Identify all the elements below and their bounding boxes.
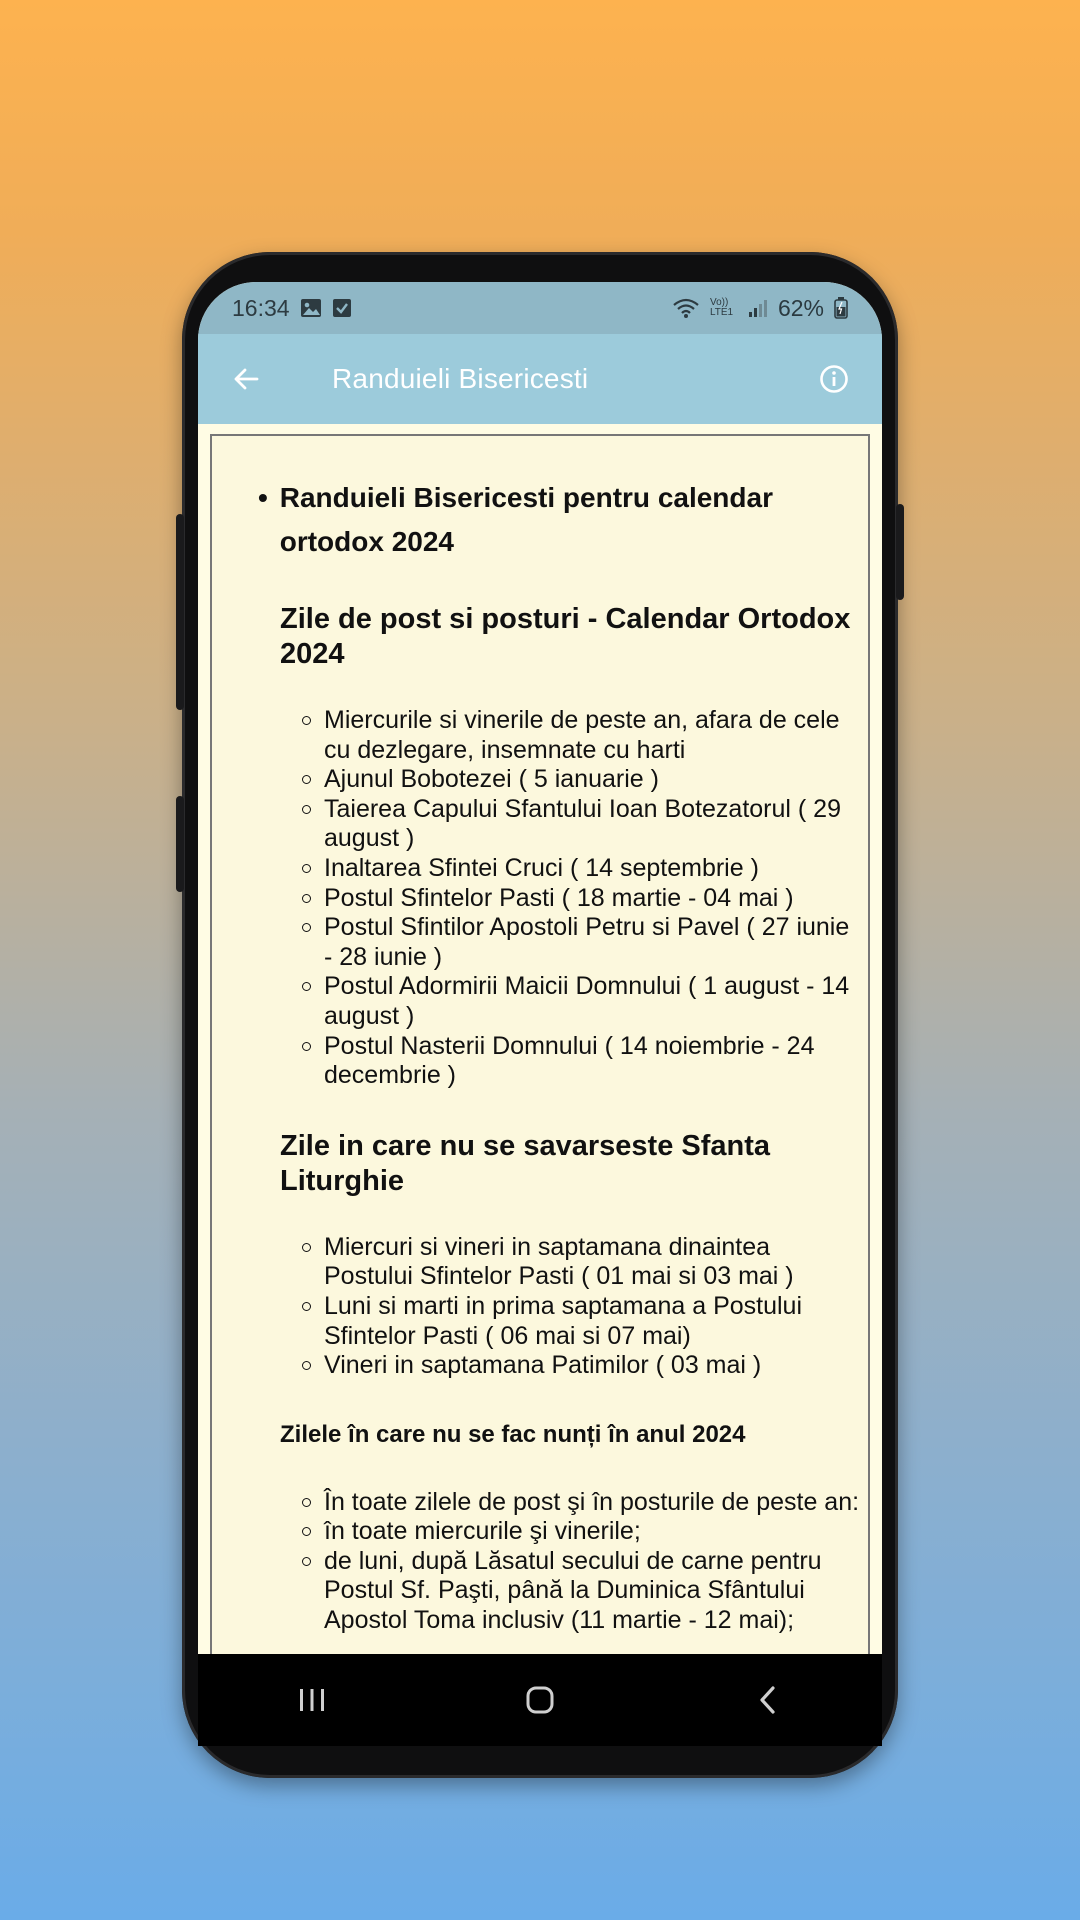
list-item-text: Miercurile si vinerile de peste an, afara de cele cu dezlegare, insemnate cu harti (324, 706, 840, 764)
home-icon[interactable] (510, 1670, 570, 1730)
list-item-text: Postul Adormirii Maicii Domnului ( 1 august - 14 august ) (324, 972, 850, 1030)
volte-icon: Vo)) LTE1 (709, 297, 734, 318)
status-time: 16:34 (232, 294, 290, 321)
list-item-text: În toate zilele de post şi în posturile de peste an: (324, 1487, 860, 1516)
weddings-list (302, 1488, 862, 1636)
status-bar (198, 282, 882, 334)
list-item-text: Taierea Capului Sfantului Ioan Botezatorul ( 29 august ) (324, 794, 841, 853)
list-item (302, 1351, 862, 1381)
list-item (302, 795, 862, 854)
list-item (302, 1488, 862, 1518)
list-item (302, 765, 862, 795)
list-item-text: Luni si marti in prima saptamana a Postului Sfintelor Pasti ( 06 mai si 07 mai) (324, 1291, 803, 1350)
list-item (258, 476, 862, 564)
arrow-left-icon[interactable] (226, 359, 266, 399)
battery-icon (834, 297, 848, 319)
navigation-bar (198, 1654, 882, 1746)
section-title-weddings: Zilele în care nu se fac nunți în anul 2024 (280, 1420, 746, 1448)
bixby-button (176, 796, 184, 892)
list-item (302, 1032, 862, 1091)
list-item-text: Inaltarea Sfintei Cruci ( 14 septembrie ) (324, 853, 759, 882)
page-title: Randuieli Bisericesti (332, 363, 589, 394)
list-item (302, 1547, 862, 1636)
fasting-list (302, 706, 862, 1091)
checkbox-icon (332, 298, 352, 318)
image-icon (300, 298, 322, 318)
bullet: • (258, 482, 268, 513)
main-heading: Randuieli Bisericesti pentru calendar ortodox 2024 (279, 482, 773, 557)
list-item (302, 1292, 862, 1351)
content-panel[interactable] (210, 434, 870, 1654)
list-item-text: Postul Sfintilor Apostoli Petru si Pavel ( 27 iunie - 28 iunie ) (324, 913, 850, 971)
liturgy-list (302, 1233, 862, 1381)
screen (198, 282, 882, 1654)
list-item-text: Postul Sfintelor Pasti ( 18 martie - 04 mai ) (324, 883, 794, 912)
list-item (302, 1233, 862, 1292)
back-icon[interactable] (738, 1670, 798, 1730)
main-list (258, 476, 862, 564)
app-bar (198, 334, 882, 424)
list-item (302, 706, 862, 765)
recent-apps-icon[interactable] (282, 1670, 342, 1730)
volume-button (176, 514, 184, 710)
list-item (302, 854, 862, 884)
wifi-icon (672, 297, 700, 319)
list-item (302, 1517, 862, 1547)
info-icon[interactable] (814, 359, 854, 399)
list-item (302, 913, 862, 972)
section-title-fasting: Zile de post si posturi - Calendar Ortodox 2024 (280, 603, 851, 670)
list-item-text: în toate miercurile şi vinerile; (324, 1517, 641, 1546)
list-item-text: Miercuri si vineri in saptamana dinaintea Postului Sfintelor Pasti ( 01 mai si 03 mai ) (324, 1232, 794, 1291)
list-item-text: Ajunul Bobotezei ( 5 ianuarie ) (324, 765, 659, 794)
battery-percent: 62% (777, 294, 824, 321)
list-item (302, 884, 862, 914)
power-button (896, 504, 904, 600)
list-item-text: Vineri in saptamana Patimilor ( 03 mai ) (324, 1351, 762, 1380)
section-title-liturgy: Zile in care nu se savarseste Sfanta Liturghie (280, 1129, 771, 1197)
list-item-text: de luni, după Lăsatul secului de carne pentru Postul Sf. Paşti, până la Duminica Sfântului Apostol Toma inclusiv (11 martie - 12 mai); (324, 1546, 822, 1635)
signal-icon (748, 298, 768, 318)
list-item (302, 972, 862, 1031)
list-item-text: Postul Nasterii Domnului ( 14 noiembrie - 24 decembrie ) (324, 1031, 815, 1090)
